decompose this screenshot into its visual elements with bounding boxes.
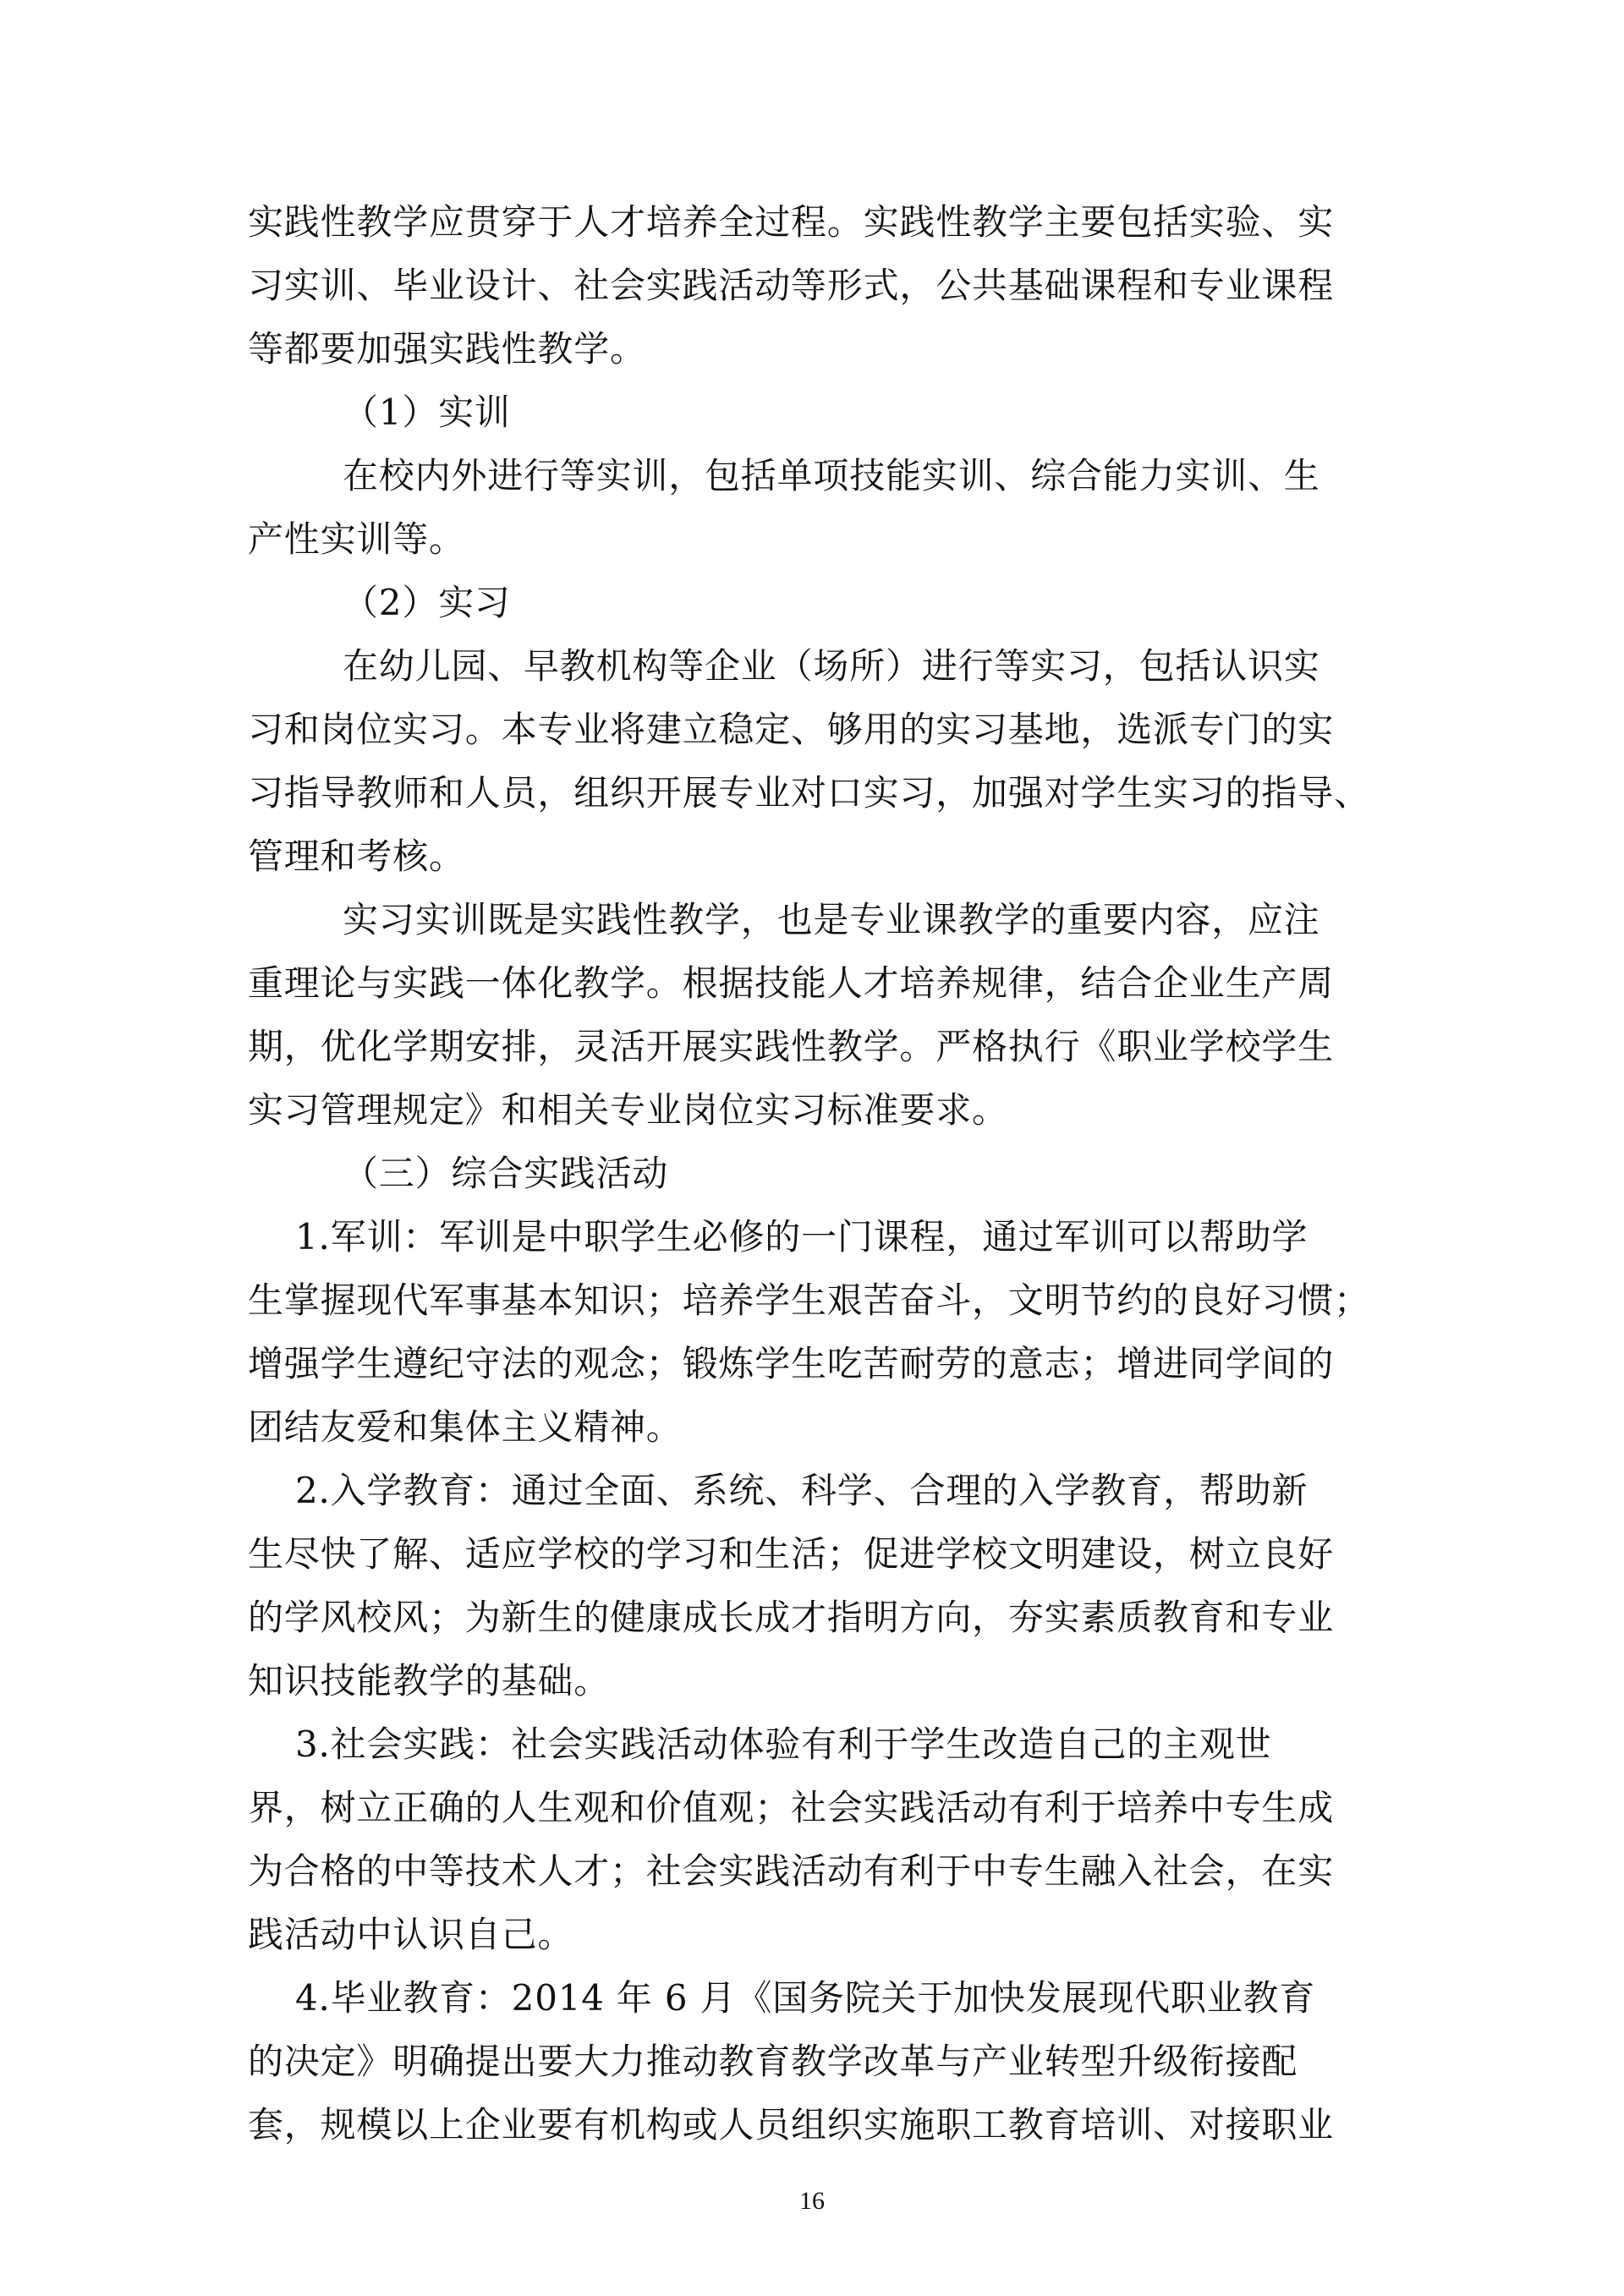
text-line: 2.入学教育：通过全面、系统、科学、合理的入学教育，帮助新	[295, 1470, 1309, 1511]
text-line: 实习管理规定》和相关专业岗位实习标准要求。	[248, 1089, 1008, 1131]
subheading: （1）实训	[343, 392, 511, 433]
text-line: 习和岗位实习。本专业将建立稳定、够用的实习基地，选派专门的实	[248, 709, 1335, 750]
text-line: 实践性教学应贯穿于人才培养全过程。实践性教学主要包括实验、实	[248, 201, 1335, 243]
text-line: 3.社会实践：社会实践活动体验有利于学生改造自己的主观世	[295, 1723, 1272, 1765]
text-line: 界，树立正确的人生观和价值观；社会实践活动有利于培养中专生成	[248, 1787, 1335, 1828]
text-line: 在校内外进行等实训，包括单项技能实训、综合能力实训、生	[343, 455, 1320, 496]
text-line: 管理和考核。	[248, 836, 465, 877]
text-line: 知识技能教学的基础。	[248, 1660, 611, 1701]
text-line: 等都要加强实践性教学。	[248, 328, 646, 370]
text-line: 的决定》明确提出要大力推动教育教学改革与产业转型升级衔接配	[248, 2041, 1298, 2082]
text-line: 产性实训等。	[248, 518, 465, 560]
text-line: 习实训、毕业设计、社会实践活动等形式，公共基础课程和专业课程	[248, 265, 1335, 306]
page-number: 16	[799, 2187, 825, 2215]
text-line: 实习实训既是实践性教学，也是专业课教学的重要内容，应注	[343, 899, 1320, 940]
text-line: 期，优化学期安排，灵活开展实践性教学。严格执行《职业学校学生	[248, 1026, 1335, 1067]
text-line: 4.毕业教育：2014 年 6 月《国务院关于加快发展现代职业教育	[295, 1977, 1316, 2019]
section-heading: （三）综合实践活动	[343, 1153, 669, 1194]
text-line: 践活动中认识自己。	[248, 1914, 574, 1955]
text-line: 习指导教师和人员，组织开展专业对口实习，加强对学生实习的指导、	[248, 772, 1370, 814]
text-line: 重理论与实践一体化教学。根据技能人才培养规律，结合企业生产周	[248, 962, 1335, 1004]
text-line: 增强学生遵纪守法的观念；锻炼学生吃苦耐劳的意志；增进同学间的	[248, 1343, 1335, 1384]
text-line: 1.军训：军训是中职学生必修的一门课程，通过军训可以帮助学	[295, 1216, 1309, 1258]
text-line: 的学风校风；为新生的健康成长成才指明方向，夯实素质教育和专业	[248, 1597, 1335, 1638]
text-line: 为合格的中等技术人才；社会实践活动有利于中专生融入社会，在实	[248, 1850, 1335, 1892]
text-line: 生掌握现代军事基本知识；培养学生艰苦奋斗，文明节约的良好习惯；	[248, 1280, 1370, 1321]
text-line: 团结友爱和集体主义精神。	[248, 1406, 683, 1448]
text-line: 生尽快了解、适应学校的学习和生活；促进学校文明建设，树立良好	[248, 1533, 1335, 1575]
text-line: 套，规模以上企业要有机构或人员组织实施职工教育培训、对接职业	[248, 2104, 1335, 2145]
text-line: 在幼儿园、早教机构等企业（场所）进行等实习，包括认识实	[343, 645, 1320, 687]
subheading: （2）实习	[343, 582, 511, 623]
